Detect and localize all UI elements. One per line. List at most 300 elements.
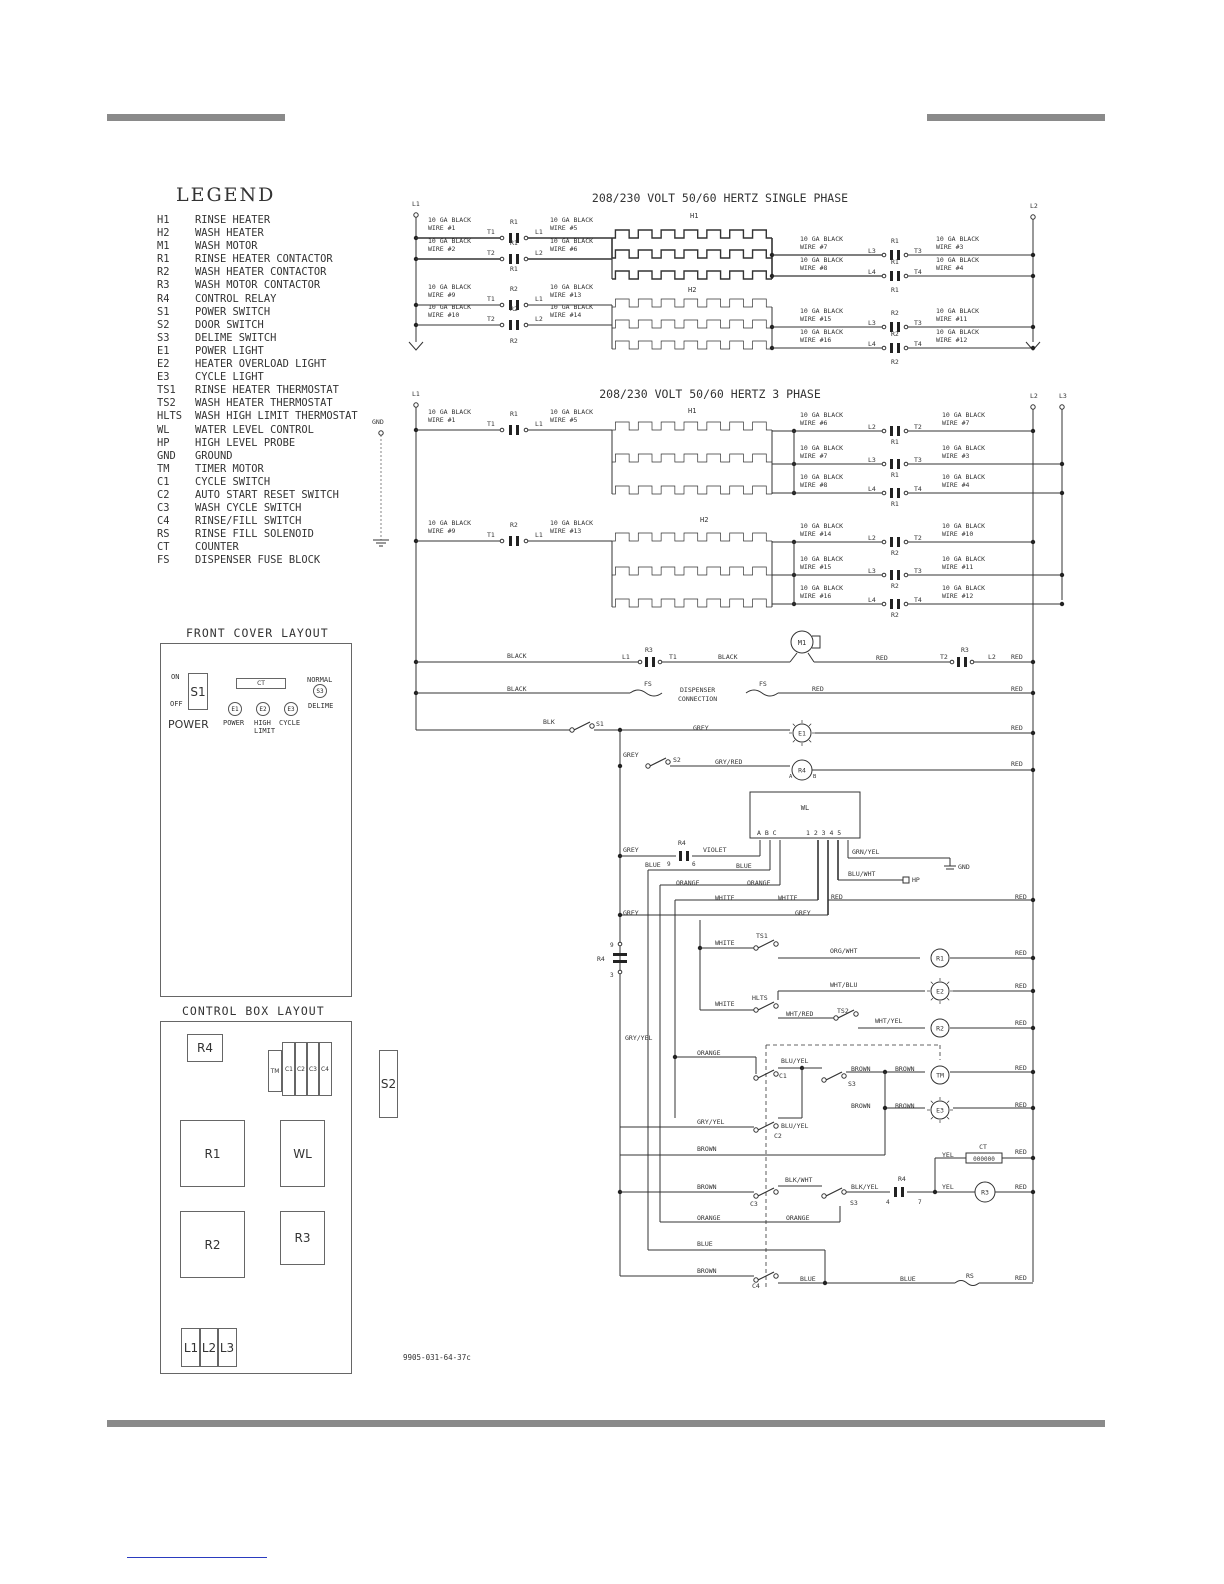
heater-element xyxy=(612,250,772,258)
contact-plate xyxy=(613,960,627,963)
wire xyxy=(793,740,795,742)
wire-label: 10 GA BLACK xyxy=(800,256,844,264)
legend-desc: CONTROL RELAY xyxy=(195,292,277,305)
terminal-label: L3 xyxy=(868,319,876,327)
wire-color-label: GREY xyxy=(623,751,639,759)
wire-color-label: RED xyxy=(1011,685,1023,693)
wire-label: 10 GA BLACK xyxy=(800,328,844,336)
wire xyxy=(947,1101,949,1103)
terminal-label: T1 xyxy=(487,295,495,303)
contact-plate xyxy=(890,570,893,580)
terminal xyxy=(379,431,383,435)
terminal-label: T2 xyxy=(914,423,922,431)
relay-label: R1 xyxy=(510,239,518,247)
terminal-label: T2 xyxy=(487,315,495,323)
wire-label: WIRE #13 xyxy=(550,291,582,299)
legend-desc: RINSE HEATER CONTACTOR xyxy=(195,253,333,266)
terminal xyxy=(904,274,908,278)
terminal xyxy=(904,602,908,606)
legend-title: LEGEND xyxy=(176,184,276,206)
e3-label: E3 xyxy=(287,705,295,713)
heater-element xyxy=(612,271,772,279)
terminal xyxy=(754,1076,758,1080)
junction-dot xyxy=(1031,274,1035,278)
heater-element xyxy=(612,299,772,307)
relay-label: R1 xyxy=(510,218,518,226)
legend-desc: DOOR SWITCH xyxy=(195,318,264,331)
contact-plate xyxy=(897,488,900,498)
wire xyxy=(809,740,811,742)
contact-plate xyxy=(897,459,900,469)
terminal xyxy=(1060,405,1064,409)
wire-color-label: BROWN xyxy=(697,1145,717,1153)
wire-label: WIRE #9 xyxy=(428,527,456,535)
legend-desc: WASH CYCLE SWITCH xyxy=(195,502,302,515)
contact-plate xyxy=(652,657,655,667)
wire-color-label: VIOLET xyxy=(703,846,727,854)
legend-code: C4 xyxy=(157,515,170,528)
wire-color-label: RED xyxy=(1015,1101,1027,1109)
s2-label: S2 xyxy=(380,1077,397,1091)
wire-color-label: RED xyxy=(1011,653,1023,661)
front-cover-title: FRONT COVER LAYOUT xyxy=(186,626,329,640)
wire-color-label: WHITE xyxy=(715,894,735,902)
wire-label: WIRE #6 xyxy=(800,419,828,427)
terminal-label: L2 xyxy=(868,534,876,542)
l2-label: L2 xyxy=(1030,392,1038,400)
terminal-label: T4 xyxy=(914,268,922,276)
wire-color-label: RED xyxy=(1015,1064,1027,1072)
fuse-label: FS xyxy=(759,680,767,688)
switch-label: TS2 xyxy=(837,1007,849,1015)
l1-label: L1 xyxy=(412,390,420,398)
wire-color-label: BLK/YEL xyxy=(851,1183,879,1191)
legend-code: H2 xyxy=(157,227,170,240)
terminal xyxy=(500,539,504,543)
wire-label: WIRE #11 xyxy=(936,315,968,323)
off-label: OFF xyxy=(170,700,183,708)
control-box-title: CONTROL BOX LAYOUT xyxy=(182,1004,325,1018)
wire-color-label: BLACK xyxy=(507,685,527,693)
legend-code: WL xyxy=(157,423,170,436)
wire-color-label: GREY xyxy=(623,909,639,917)
legend-code: CT xyxy=(157,541,170,554)
terminal xyxy=(774,1124,778,1128)
tm-label: TM xyxy=(270,1067,280,1075)
wire-color-label: BLUE xyxy=(645,861,661,869)
contact-plate xyxy=(957,657,960,667)
legend-desc: AUTO START RESET SWITCH xyxy=(195,488,339,501)
wire-color-label: RED xyxy=(1015,1148,1027,1156)
terminal xyxy=(904,253,908,257)
wire-label: 10 GA BLACK xyxy=(936,256,980,264)
relay-label: R1 xyxy=(510,265,518,273)
relay-label: R4 xyxy=(898,1175,906,1183)
r2-label: R2 xyxy=(204,1237,221,1252)
c3-label: C3 xyxy=(308,1065,317,1073)
terminal xyxy=(500,303,504,307)
wire-label: 10 GA BLACK xyxy=(800,235,844,243)
contact-plate xyxy=(890,271,893,281)
relay-label: R2 xyxy=(891,309,899,317)
legend-code: GND xyxy=(157,449,176,462)
junction-dot xyxy=(1060,573,1064,577)
legend-desc: WASH MOTOR xyxy=(195,240,258,253)
wire-label: WIRE #5 xyxy=(550,224,578,232)
switch-label: C3 xyxy=(750,1200,758,1208)
junction-dot xyxy=(1031,1156,1035,1160)
l2-label: L2 xyxy=(201,1340,217,1355)
contact-plate xyxy=(645,657,648,667)
wl-label: WL xyxy=(800,804,810,812)
wire xyxy=(947,998,949,1000)
legend-desc: GROUND xyxy=(195,449,233,462)
terminal xyxy=(618,970,622,974)
legend-code: H1 xyxy=(157,214,170,226)
wire xyxy=(808,653,814,662)
wire-color-label: ORANGE xyxy=(676,879,700,887)
contact-plate xyxy=(509,425,512,435)
terminal xyxy=(524,539,528,543)
normal-label: NORMAL xyxy=(307,676,333,684)
wire-color-label: BLK/WHT xyxy=(785,1176,813,1184)
terminal xyxy=(658,660,662,664)
terminal-label: T1 xyxy=(487,420,495,428)
wire-color-label: GREY xyxy=(623,846,639,854)
wire-label: WIRE #1 xyxy=(428,416,456,424)
terminal xyxy=(618,942,622,946)
legend-desc: WASH MOTOR CONTACTOR xyxy=(195,279,321,292)
wire-label: WIRE #10 xyxy=(942,530,974,538)
wire-color-label: BROWN xyxy=(895,1102,915,1110)
terminal-label: L4 xyxy=(868,485,876,493)
single-phase-title: 208/230 VOLT 50/60 HERTZ SINGLE PHASE xyxy=(591,191,849,205)
ct-label: CT xyxy=(257,680,265,687)
wire-label: WIRE #14 xyxy=(800,530,832,538)
terminal xyxy=(646,764,650,768)
wire-color-label: BLU/WHT xyxy=(848,870,876,878)
dispenser-label: CONNECTION xyxy=(678,695,718,703)
terminal xyxy=(904,462,908,466)
legend-desc: DISPENSER FUSE BLOCK xyxy=(195,554,321,567)
legend-code: C2 xyxy=(157,488,170,501)
contact-plate xyxy=(516,425,519,435)
wire-color-label: YEL xyxy=(942,1151,954,1159)
legend-desc: HEATER OVERLOAD LIGHT xyxy=(195,358,327,371)
contact-plate xyxy=(890,488,893,498)
heater-element xyxy=(612,533,772,541)
counter-digits: 000000 xyxy=(973,1156,995,1163)
c4-label: C4 xyxy=(320,1065,329,1073)
wire-color-label: BLACK xyxy=(507,652,527,660)
junction-dot xyxy=(1060,602,1064,606)
terminal-label: T3 xyxy=(914,456,922,464)
terminal xyxy=(774,942,778,946)
gnd-label: GND xyxy=(958,863,970,871)
pin-label: 7 xyxy=(918,1199,922,1206)
heater-element xyxy=(612,320,772,328)
terminal xyxy=(1031,405,1035,409)
wire-label: 10 GA BLACK xyxy=(936,307,980,315)
wire xyxy=(790,653,797,662)
legend-code: R4 xyxy=(157,292,170,305)
heater-element xyxy=(612,599,772,607)
contact-plate xyxy=(686,851,689,861)
wire-label: WIRE #9 xyxy=(428,291,456,299)
terminal-label: L3 xyxy=(868,247,876,255)
terminal xyxy=(822,1078,826,1082)
terminal xyxy=(904,429,908,433)
terminal-label: T2 xyxy=(940,653,948,661)
wire xyxy=(931,1101,933,1103)
wire-label: 10 GA BLACK xyxy=(800,411,844,419)
terminal xyxy=(882,325,886,329)
terminal-label: T1 xyxy=(669,653,677,661)
terminal-label: T2 xyxy=(487,249,495,257)
legend-code: TS2 xyxy=(157,397,176,410)
contact-plate xyxy=(890,599,893,609)
legend-desc: DELIME SWITCH xyxy=(195,331,277,344)
legend-desc: WASH HIGH LIMIT THERMOSTAT xyxy=(195,410,358,423)
contact-plate xyxy=(897,537,900,547)
contact-plate xyxy=(516,254,519,264)
drawing-number: 9905-031-64-37c xyxy=(403,1353,471,1362)
wire-label: WIRE #7 xyxy=(942,419,970,427)
coil-label: R2 xyxy=(936,1024,944,1033)
wire-color-label: WHT/BLU xyxy=(830,981,858,989)
wire-color-label: RED xyxy=(1015,1019,1027,1027)
relay-label: R1 xyxy=(891,500,899,508)
heater-element xyxy=(612,230,772,238)
wire-color-label: BLUE xyxy=(800,1275,816,1283)
terminal xyxy=(500,236,504,240)
wire-color-label: BROWN xyxy=(851,1102,871,1110)
terminal xyxy=(834,1016,838,1020)
wire-color-label: RED xyxy=(876,654,888,662)
terminal-label: L3 xyxy=(868,456,876,464)
wire-color-label: RED xyxy=(812,685,824,693)
terminal xyxy=(882,540,886,544)
coil-label: R1 xyxy=(936,954,944,963)
contact-plate xyxy=(890,343,893,353)
legend-code: FS xyxy=(157,554,170,567)
wire xyxy=(931,998,933,1000)
wire-label: 10 GA BLACK xyxy=(550,216,594,224)
terminal xyxy=(950,660,954,664)
junction-dot xyxy=(1031,731,1035,735)
wire xyxy=(758,1002,774,1010)
wire-color-label: BROWN xyxy=(697,1183,717,1191)
heater-element xyxy=(612,486,772,494)
terminal-label: T2 xyxy=(914,534,922,542)
coil-terminal-label: A xyxy=(789,774,793,780)
terminal-label: L4 xyxy=(868,268,876,276)
wire-label: WIRE #2 xyxy=(428,245,456,253)
wire xyxy=(826,1072,842,1080)
legend-desc: RINSE HEATER THERMOSTAT xyxy=(195,384,339,397)
wire-label: 10 GA BLACK xyxy=(550,303,594,311)
terminal xyxy=(524,323,528,327)
contact-plate xyxy=(679,851,682,861)
wire-label: 10 GA BLACK xyxy=(550,408,594,416)
e2-label: E2 xyxy=(259,705,267,713)
wire-color-label: BLACK xyxy=(718,653,738,661)
wire-label: 10 GA BLACK xyxy=(800,473,844,481)
terminal xyxy=(882,253,886,257)
wire-label: WIRE #7 xyxy=(800,452,828,460)
legend-code: C1 xyxy=(157,475,170,488)
switch-label: C4 xyxy=(752,1282,760,1290)
contact-plate xyxy=(964,657,967,667)
switch-label: S3 xyxy=(848,1080,856,1088)
fuse-symbol xyxy=(630,690,662,696)
wire xyxy=(931,1117,933,1119)
pin-label: 3 xyxy=(610,972,614,979)
switch-label: TS1 xyxy=(756,932,768,940)
relay-label: R2 xyxy=(510,285,518,293)
wire xyxy=(758,940,774,948)
terminal-label: T1 xyxy=(487,228,495,236)
wire xyxy=(793,724,795,726)
coil-label: R4 xyxy=(798,766,806,775)
terminal-label: L1 xyxy=(622,653,630,661)
wire-color-label: RED xyxy=(1015,949,1027,957)
terminal xyxy=(590,724,594,728)
terminal xyxy=(666,760,670,764)
relay-label: R1 xyxy=(891,258,899,266)
legend-code: C3 xyxy=(157,502,170,515)
contact-plate xyxy=(509,536,512,546)
terminal xyxy=(500,323,504,327)
terminal xyxy=(754,1008,758,1012)
wire-color-label: WHITE xyxy=(715,939,735,947)
wire-color-label: BLK xyxy=(543,718,555,726)
junction-dot xyxy=(1060,491,1064,495)
wire-label: WIRE #12 xyxy=(942,592,974,600)
wire-label: WIRE #4 xyxy=(942,481,970,489)
wire-color-label: BROWN xyxy=(895,1065,915,1073)
wire-color-label: WHITE xyxy=(715,1000,735,1008)
terminal-label: L2 xyxy=(535,249,543,257)
terminal xyxy=(500,257,504,261)
wire-color-label: WHT/RED xyxy=(786,1010,814,1018)
wire-color-label: RED xyxy=(1015,1274,1027,1282)
wire-label: 10 GA BLACK xyxy=(428,237,472,245)
fuse-symbol xyxy=(746,690,778,696)
terminal xyxy=(570,728,574,732)
relay-label: R1 xyxy=(891,286,899,294)
terminal xyxy=(822,1194,826,1198)
on-label: ON xyxy=(171,673,180,681)
terminal-label: L4 xyxy=(868,340,876,348)
terminal-label: L1 xyxy=(535,420,543,428)
terminal xyxy=(882,429,886,433)
switch-label: C1 xyxy=(779,1072,787,1080)
wire-color-label: BLUE xyxy=(736,862,752,870)
wire-label: WIRE #15 xyxy=(800,563,832,571)
relay-label: R1 xyxy=(891,438,899,446)
wire-color-label: GRY/RED xyxy=(715,758,743,766)
wire-label: 10 GA BLACK xyxy=(550,283,594,291)
coil-label: R3 xyxy=(981,1188,989,1197)
wire-color-label: GREY xyxy=(693,724,709,732)
contact-plate xyxy=(613,953,627,956)
wire-color-label: RED xyxy=(1015,893,1027,901)
legend-desc: RINSE FILL SOLENOID xyxy=(195,528,314,541)
contact-plate xyxy=(897,426,900,436)
relay-label: R3 xyxy=(961,646,969,654)
junction-dot xyxy=(618,913,622,917)
junction-dot xyxy=(883,1106,887,1110)
wire-label: 10 GA BLACK xyxy=(942,444,986,452)
legend-desc: POWER LIGHT xyxy=(195,344,264,357)
wire-color-label: ORANGE xyxy=(786,1214,810,1222)
contact-plate xyxy=(897,570,900,580)
l1-label: L1 xyxy=(183,1340,199,1355)
terminal xyxy=(882,573,886,577)
wire-label: 10 GA BLACK xyxy=(428,519,472,527)
wire-label: 10 GA BLACK xyxy=(942,522,986,530)
wire-color-label: ORG/WHT xyxy=(830,947,858,955)
terminal xyxy=(754,1194,758,1198)
junction-dot xyxy=(1031,989,1035,993)
legend-desc: POWER SWITCH xyxy=(195,305,271,318)
terminal-label: T4 xyxy=(914,485,922,493)
terminal xyxy=(524,257,528,261)
wire-label: 10 GA BLACK xyxy=(800,522,844,530)
terminal xyxy=(774,1274,778,1278)
contact-plate xyxy=(516,320,519,330)
wire-label: WIRE #11 xyxy=(942,563,974,571)
legend-code: TM xyxy=(157,462,170,475)
legend-desc: CYCLE LIGHT xyxy=(195,371,264,384)
switch-label: C2 xyxy=(774,1132,782,1140)
lamp-cycle-label: CYCLE xyxy=(279,719,301,727)
wire-color-label: WHT/YEL xyxy=(875,1017,903,1025)
contact-plate xyxy=(890,537,893,547)
wire-color-label: GRN/YEL xyxy=(852,848,880,856)
contact-plate xyxy=(509,320,512,330)
junction-dot xyxy=(1031,429,1035,433)
terminal-label: L2 xyxy=(988,653,996,661)
solenoid-label: RS xyxy=(966,1272,974,1280)
legend-code: RS xyxy=(157,528,170,541)
terminal xyxy=(754,946,758,950)
wire xyxy=(947,982,949,984)
wire-label: WIRE #4 xyxy=(936,264,964,272)
wire-color-label: BLU/YEL xyxy=(781,1057,809,1065)
terminal-label: L1 xyxy=(535,295,543,303)
wire-label: 10 GA BLACK xyxy=(942,473,986,481)
wire-label: WIRE #5 xyxy=(550,416,578,424)
junction-dot xyxy=(1031,346,1035,350)
contact-plate xyxy=(897,599,900,609)
legend-code: R3 xyxy=(157,279,170,292)
fuse-label: FS xyxy=(644,680,652,688)
wire-color-label: RED xyxy=(1015,1183,1027,1191)
wire-color-label: YEL xyxy=(942,1183,954,1191)
legend-desc: WASH HEATER THERMOSTAT xyxy=(195,397,333,410)
junction-dot xyxy=(1031,768,1035,772)
wire-color-label: BROWN xyxy=(697,1267,717,1275)
relay-label: R2 xyxy=(510,521,518,529)
wire-label: WIRE #7 xyxy=(800,243,828,251)
h2-label: H2 xyxy=(688,286,697,294)
wire-label: 10 GA BLACK xyxy=(428,283,472,291)
coil-label: TM xyxy=(936,1071,944,1080)
wire xyxy=(947,1117,949,1119)
wire-label: WIRE #6 xyxy=(550,245,578,253)
